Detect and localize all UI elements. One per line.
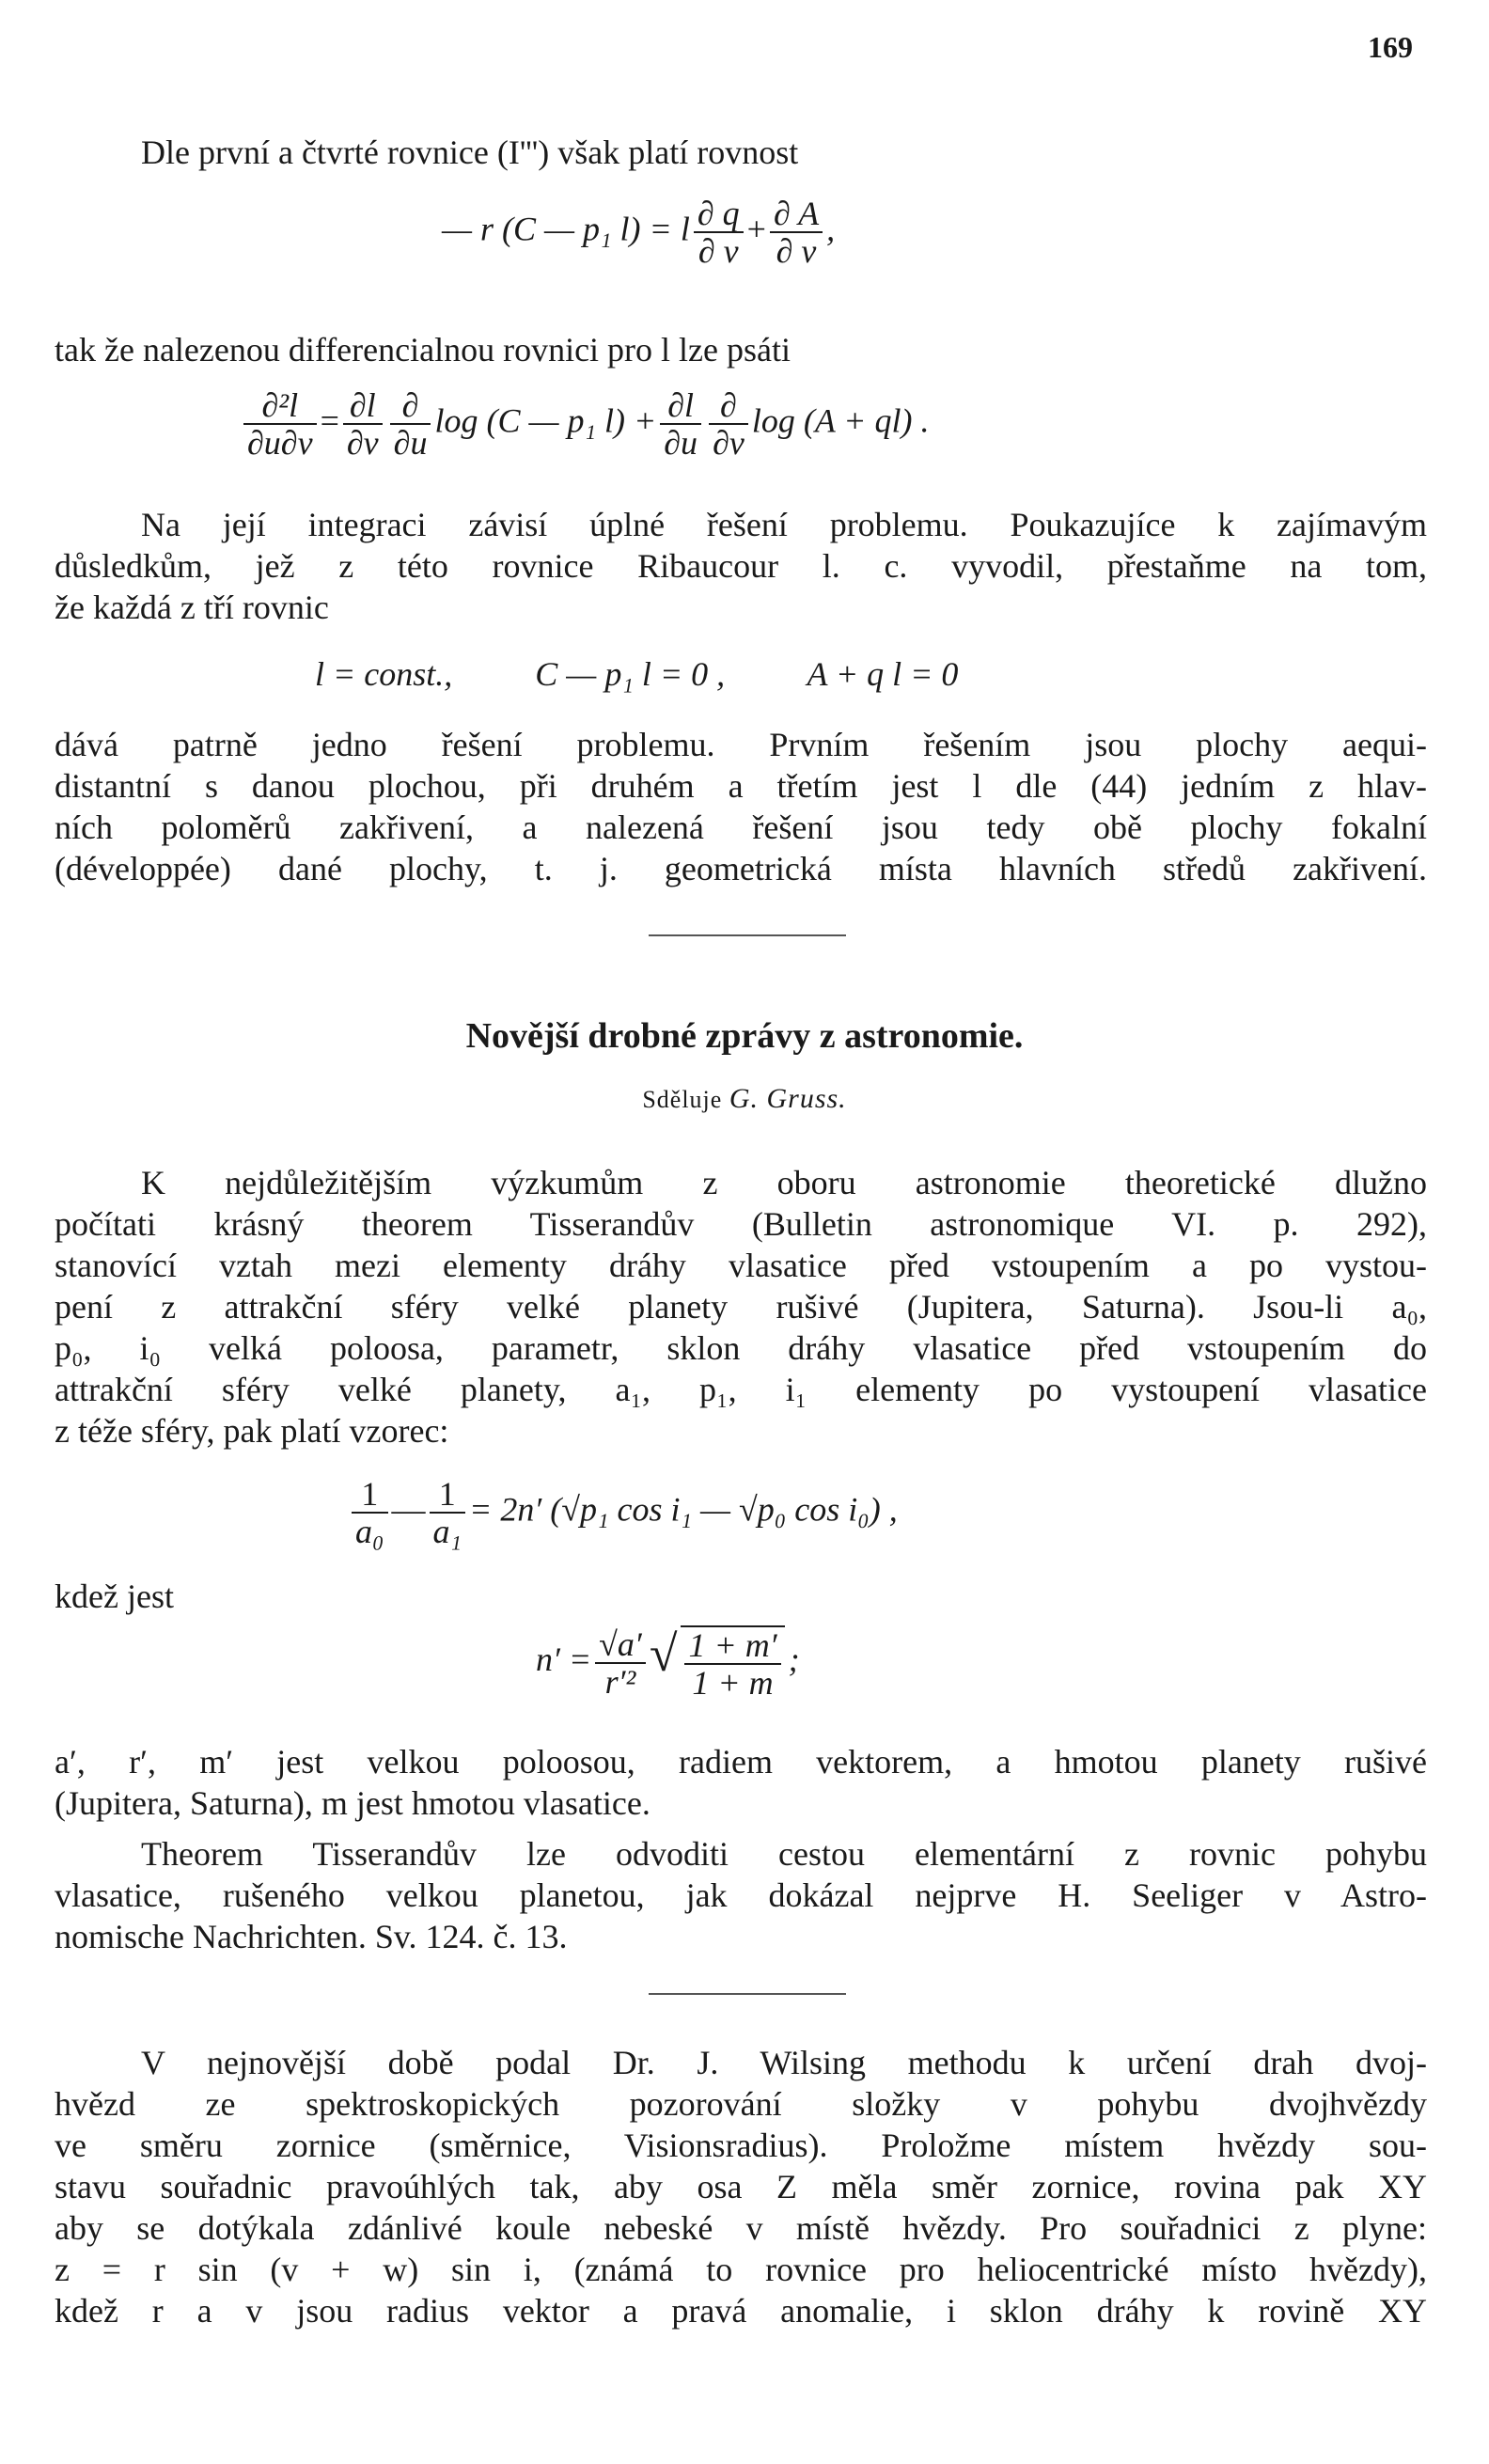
separator-rule (649, 1993, 846, 1995)
eq3-c: A + q l = 0 (807, 655, 959, 693)
text-line: ních poloměrů zakřivení, a nalezená řešení jsou tedy obě plochy fokalní (55, 808, 1427, 846)
eq1-frac-dA-dv: $\frac{\partial A}{\partial v}$ (770, 196, 823, 269)
section-heading: Novější drobné zprávy z astronomie. (465, 1016, 1024, 1056)
text-line: V nejnovější době podal Dr. J. Wilsing methodu k určení drah dvoj- (141, 2044, 1427, 2081)
text-line: důsledkům, jež z této rovnice Ribaucour l. c. vyvodil, přestaňme na tom, (55, 547, 1427, 585)
paragraph-5 (55, 1162, 1427, 1452)
sqrt-icon: √ (649, 1625, 678, 1682)
text-line: kdež jest (55, 1577, 174, 1615)
eq2-frac-dl-du: $\frac{\partial l}{\partial u}$ (660, 387, 701, 461)
eq5-tail: ; (788, 1640, 800, 1678)
eq2-frac-dl-dv: $\frac{\partial l}{\partial v}$ (343, 387, 383, 461)
text-line: distantní s danou plochou, při druhém a třetím jest l dle (44) jedním z hlav- (55, 767, 1427, 805)
eq2-frac-d-dv: $\frac{\partial}{\partial v}$ (709, 387, 748, 461)
text-line: nomische Nachrichten. Sv. 124. č. 13. (55, 1918, 568, 1955)
text-line: (développée) dané plochy, t. j. geometrická místa hlavních středů zakřivení. (55, 850, 1427, 887)
kdez-label (55, 1576, 337, 1617)
eq1-tail: , (826, 210, 836, 248)
page-number: 169 (1368, 30, 1413, 64)
text-line: stanovící vztah mezi elementy dráhy vlasatice před vstoupením a po vystou- (55, 1247, 1427, 1284)
text-line: ve směru zornice (směrnice, Visionsradius). Proložme místem hvězdy sou- (55, 2127, 1427, 2164)
text-line: z téže sféry, pak platí vzorec: (55, 1412, 449, 1450)
text-line: Theorem Tisserandův lze odvoditi cestou elementární z rovnic pohybu (141, 1835, 1427, 1873)
equation-2 (240, 387, 929, 461)
para-intro-2 (55, 329, 1427, 370)
paragraph-4 (55, 724, 1427, 889)
eq2-lhs-frac: $\frac{\text{∂²l}}{\partial u\partial v}$ (243, 387, 317, 461)
equation-4 (348, 1476, 898, 1549)
paragraph-6 (55, 1741, 1427, 1824)
text-line: a′, r′, m′ jest velkou poloosou, radiem vektorem, a hmotou planety rušivé (55, 1743, 1427, 1781)
paragraph-3 (55, 504, 1427, 628)
byline-author: G. Gruss. (729, 1083, 847, 1114)
para-intro-1 (55, 132, 1489, 173)
paragraph-8 (55, 2042, 1427, 2331)
eq5-lhs: n′ = (536, 1640, 592, 1678)
text-line: počítati krásný theorem Tisserandův (Bulletin astronomique VI. p. 292), (55, 1205, 1427, 1243)
eq5-root-frac: $\frac{1 + m'}{1 + m}$ (681, 1625, 784, 1701)
text-line: Dle první a čtvrté rovnice (I''') však platí rovnost (141, 133, 799, 171)
eq3-b: C — p₁ l = 0 , (535, 655, 726, 693)
text-line: aby se dotýkala zdánlivé koule nebeské v místě hvězdy. Pro souřadnici z plyne: (55, 2209, 1427, 2247)
text-line: dává patrně jedno řešení problemu. Prvním řešením jsou plochy aequi- (55, 726, 1427, 763)
eq4-minus: — (391, 1490, 426, 1529)
equation-1 (442, 196, 835, 269)
text-line: vlasatice, rušeného velkou planetou, jak dokázal nejprve H. Seeliger v Astro- (55, 1876, 1427, 1914)
eq1-plus: + (746, 210, 766, 248)
eq2-log2: log (A + ql) . (751, 401, 930, 440)
text-line: z = r sin (v + w) sin i, (známá to rovnice pro heliocentrické místo hvězdy), (55, 2251, 1427, 2288)
eq4-frac-1-a1: $\frac{1}{\text{a₁}}$ (430, 1476, 466, 1549)
equation-5 (536, 1624, 800, 1701)
eq4-rhs: = 2n′ (√p₁ cos i₁ — √p₀ cos i₀) , (469, 1490, 898, 1529)
text-line: Na její integraci závisí úplné řešení problemu. Poukazujíce k zajímavým (141, 506, 1427, 543)
eq1-lhs: — r (C — p₁ l) = l (442, 210, 690, 248)
text-line: K nejdůležitějším výzkumům z oboru astronomie theoretické dlužno (141, 1164, 1427, 1201)
text-line: p₀, i₀ velká poloosa, parametr, sklon dráhy vlasatice před vstoupením do (55, 1329, 1427, 1367)
text-line: stavu souřadnic pravoúhlých tak, aby osa Z měla směr zornice, rovina pak XY (55, 2168, 1427, 2205)
eq2-equals: = (320, 401, 339, 440)
text-line: tak že nalezenou differencialnou rovnici pro l lze psáti (55, 331, 791, 369)
eq2-log1: log (C — p₁ l) + (434, 401, 657, 440)
eq2-frac-d-du: $\frac{\partial}{\partial u}$ (390, 387, 431, 461)
eq5-frac-sqrt-a-r2: $\frac{√a'}{\text{r′²}}$ (595, 1626, 646, 1700)
text-line: že každá z tří rovnic (55, 589, 329, 626)
text-line: (Jupitera, Saturna), m jest hmotou vlasatice. (55, 1784, 650, 1822)
equation-3 (315, 654, 958, 694)
text-line: hvězd ze spektroskopických pozorování složky v pohybu dvojhvězdy (55, 2085, 1427, 2123)
byline (0, 1083, 1489, 1115)
eq4-frac-1-a0: $\frac{1}{\text{a₀}}$ (352, 1476, 388, 1549)
text-line: pení z attrakční sféry velké planety rušivé (Jupitera, Saturna). Jsou-li a₀, (55, 1288, 1427, 1326)
paragraph-7 (55, 1833, 1427, 1957)
separator-rule (649, 934, 846, 936)
text-line: kdež r a v jsou radius vektor a pravá anomalie, i sklon dráhy k rovině XY (55, 2292, 1427, 2330)
byline-prefix: Sděluje (642, 1086, 723, 1113)
eq3-a: l = const., (315, 655, 453, 693)
eq1-frac-dq-dv: $\frac{\partial q}{\partial v}$ (694, 196, 744, 269)
text-line: attrakční sféry velké planety, a₁, p₁, i₁ elementy po vystoupení vlasatice (55, 1371, 1427, 1408)
